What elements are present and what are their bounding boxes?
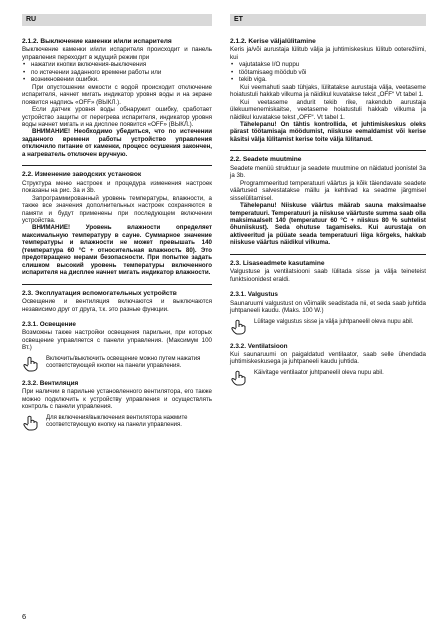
ru-s23-p1: Освещение и вентиляция включаются и выключаются независимо друг от друга, т.к. это разные функции.	[22, 298, 212, 313]
list-item: • tekib viga.	[230, 76, 426, 83]
et-s212-p1: Kui veemahuti saab tühjaks, lülitatakse aurustaja välja, veetaseme hoiatustuli hakkab vilkuma ja näidikul kuvatakse tekst „OFF“ Vt tabel 1.	[230, 83, 426, 99]
et-s22-title: 2.2. Seadete muutmine	[230, 156, 302, 164]
page-number: 6	[22, 612, 27, 621]
ru-s212-warning: ВНИМАНИЕ! Необходимо убедиться, что по истечении заданного времени работы устройство управления отключило питание от каменки, процесс осушения закончен, а нагреватель отключен вручную.	[22, 128, 212, 158]
ru-s231-title: 2.3.1. Освещение	[22, 320, 76, 328]
list-item: • нажатии кнопки включения-выключения	[22, 61, 212, 68]
et-s23-title: 2.3. Lisaseadmete kasutamine	[230, 259, 325, 267]
et-s22-p2: Programmeeritud temperatuuri väärtus ja kõik täiendavate seadete väärtused salvestatakse mällu ja kehtivad ka seadme järgmisel sisselülitamisel.	[230, 179, 426, 202]
ru-s22-p2: Запрограммированный уровень температуры, влажности, а также все значения дополнительных настроек сохраняются в памяти и будут применены при последующем включении устройства.	[22, 194, 212, 224]
list-item: • возникновении ошибки.	[22, 76, 212, 83]
et-s212-intro: Keris ja/või aurustaja lülitub välja ja juhtimiskeskus lülitub ooterežiimi, kui	[230, 46, 426, 61]
ru-s231-note	[22, 356, 212, 372]
hand-pointer-icon	[22, 415, 40, 431]
et-language-label: ET	[234, 16, 243, 23]
et-s231-note	[230, 319, 426, 335]
et-language-bar	[230, 14, 426, 26]
ru-s22-title: 2.2. Изменение заводских установок	[22, 171, 142, 179]
et-s22-p1: Seadete menüü struktuur ja seadete muutmine on näidatud joonistel 3a ja 3b.	[230, 164, 426, 180]
et-s231-p1: Saunaruumi valgustust on võimalik seadistada nii, et seda saab juhtida juhtpaneeli kaudu. (Maks. 100 W.)	[230, 299, 426, 315]
ru-s232-note	[22, 415, 212, 431]
et-s212-title: 2.1.2. Kerise väljalülitamine	[230, 38, 316, 45]
ru-language-label: RU	[26, 16, 37, 23]
et-s231-note-text: Lülitage valgustus sisse ja välja juhtpaneelil oleva nupu abil.	[254, 318, 414, 325]
hand-pointer-icon	[22, 356, 40, 372]
hand-pointer-icon	[230, 370, 248, 386]
et-s232-note-text: Käivitage ventilaator juhtpaneelil oleva nupu abil.	[254, 369, 384, 376]
et-s212-bullets	[230, 61, 426, 83]
list-item: • vajutatakse I/O nuppu	[230, 61, 426, 68]
ru-s22-warning: ВНИМАНИЕ! Уровень влажности определяет максимальную температуру в сауне. Суммарное значение температуры и влажности не может превышать 140 (температура 60 °C + относительная влажность 80). Это предотвращено мерами безопасности. При попытке задать слишком высокий уровень температуры включенного испарителя на дисплее начнет мигать индикатор влажности.	[22, 224, 212, 277]
ru-s212-intro: Выключение каменки и/или испарителя происходит и панель управления переходит в ждущий режим при	[22, 46, 212, 61]
ru-s231-p1: Возможны также настройки освещения парильни, при которых освещение управляется с панели управления. (Максимум 100 Вт.)	[22, 329, 212, 352]
ru-s231-note-text: Включить/выключить освещение можно путем нажатия соответствующей кнопки на панели управления.	[46, 355, 201, 370]
ru-s212-bullets	[22, 61, 212, 83]
ru-s232-title: 2.3.2. Вентиляция	[22, 379, 79, 387]
divider	[22, 165, 212, 166]
et-s23-p1: Valgustuse ja ventilatsiooni saab lülitada sisse ja välja teineteist funktsioonidest eraldi.	[230, 268, 426, 283]
et-column	[230, 38, 426, 386]
divider	[230, 150, 426, 151]
ru-s212-p1: При опустошении емкости с водой происходит отключение испарителя, начнет мигать индикатор уровня воды и на экране появится надпись «OFF» (ВЫКЛ.).	[22, 83, 212, 106]
et-s231-title: 2.3.1. Valgustus	[230, 291, 278, 299]
divider	[22, 284, 212, 285]
et-s232-p1: Kui saunaruumi on paigaldatud ventilaator, saab selle ühendada juhtimiskeskusega ja juhtpaneeli kaudu juhtida.	[230, 350, 426, 366]
ru-s212-p2: Если датчик уровня воды обнаружит ошибку, сработает устройство защиты от перегрева испарителя, индикатор уровня воды начнет мигать и на дисплее появится «OFF» (ВЫКЛ.).	[22, 106, 212, 128]
et-s22-warning: Tähelepanu! Niiskuse väärtus määrab sauna maksimaalse temperatuuri. Temperatuuri ja niiskuse väärtuste summa saab olla maksimaalselt 140 (temperatuur 60 °C + niiskus 80 % suhtelist õhuniiskust). Seda ohutuse tagamiseks. Kui aurustaja on aktiveeritud ja püüate seada temperatuuri liiga kõrgeks, hakkab niiskuse väärtus näidikul vilkuma.	[230, 202, 426, 247]
ru-s22-p1: Структура меню настроек и процедура изменения настроек показаны на рис. 3a и 3b.	[22, 179, 212, 195]
et-s232-note	[230, 370, 426, 386]
et-s232-title: 2.3.2. Ventilatsioon	[230, 342, 288, 350]
ru-s212-title: 2.1.2. Выключение каменки и/или испарителя	[22, 38, 172, 45]
divider	[230, 254, 426, 255]
ru-s232-p1: При наличии в парильне установленного вентилятора, его также можно подключить к устройству управления и осуществлять контроль с панели управления.	[22, 388, 212, 411]
et-s212-warning: Tähelepanu! On tähtis kontrollida, et juhtimiskeskus oleks pärast töötamisaja möödumist, niiskuse eemaldamist või kerise käsitsi välja lülitamist kerise toite välja lülitanud.	[230, 120, 426, 143]
ru-language-bar	[22, 14, 212, 26]
ru-s23-title: 2.3. Эксплуатация вспомогательных устройств	[22, 289, 177, 297]
ru-column	[22, 38, 212, 431]
list-item: • töötamisaeg möödub või	[230, 69, 426, 76]
list-item: • по истечении заданного времени работы или	[22, 69, 212, 76]
hand-pointer-icon	[230, 319, 248, 335]
et-s212-p2: Kui veetaseme andurit tekib rike, rakendub aurustaja ülekuumenemiskaitse, veetaseme hoiatustuli hakkab vilkuma ja näidikul kuvatakse tekst „OFF“. Vt tabel 1.	[230, 98, 426, 121]
ru-s232-note-text: Для включения/выключения вентилятора нажмите соответствующую кнопку на панели управления.	[46, 414, 188, 428]
